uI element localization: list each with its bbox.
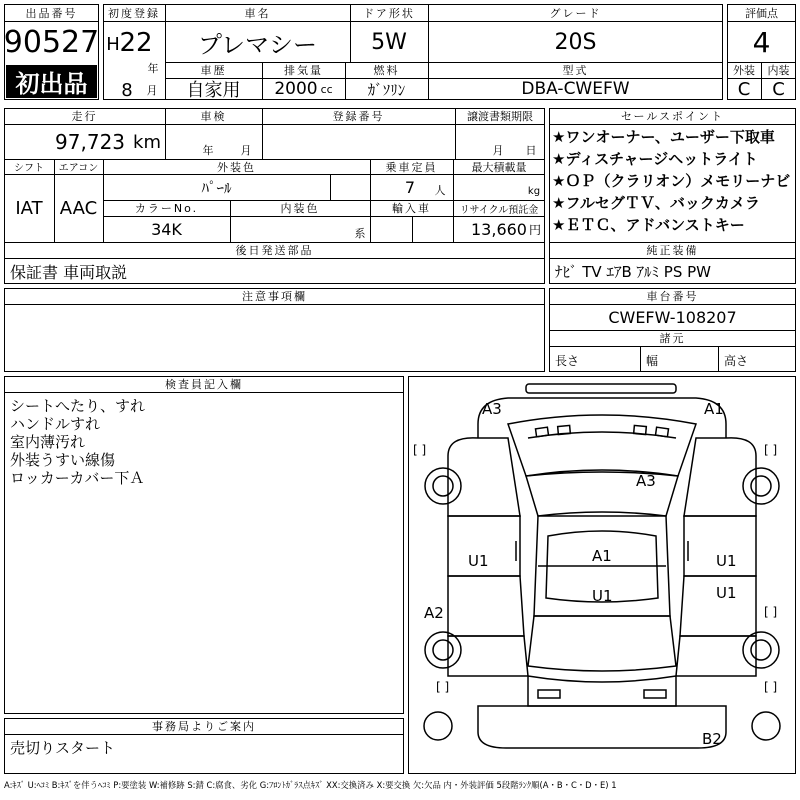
plate-label: 登録番号 (332, 110, 385, 123)
inspector-note: ロッカーカバー下Ａ (10, 469, 145, 487)
color-no-label: カラーNo. (134, 202, 199, 215)
dims-label: 諸元 (659, 332, 686, 345)
inspector-note: 外装うすい線傷 (10, 451, 116, 469)
int-score: C (772, 78, 785, 100)
mark-left-front-door: U1 (468, 552, 489, 570)
later-parts-value: 保証書 車両取説 (10, 262, 128, 282)
dims-width-label: 幅 (646, 353, 659, 368)
sales-point: ★ディスチャージヘットライト (552, 150, 758, 168)
mark-rear-bumper: B2 (702, 730, 722, 748)
transfer-month-unit: 月 (492, 144, 504, 157)
bracket: [ ] (764, 443, 778, 457)
shift-label: シフト (14, 163, 44, 174)
bracket: [ ] (436, 680, 450, 694)
mark-roof-rear: U1 (592, 587, 613, 605)
mark-right-rear-door: U1 (716, 584, 737, 602)
mileage-label: 走行 (71, 110, 98, 123)
bracket: [ ] (764, 605, 778, 619)
model-value: DBA-CWEFW (521, 79, 630, 99)
recycle-label: リサイクル預託金 (459, 204, 539, 216)
office-label: 事務局よりご案内 (152, 720, 256, 733)
sales-label: セールスポイント (620, 110, 724, 123)
shift-value: IAT (15, 198, 43, 219)
mileage-unit: km (133, 131, 161, 153)
lot-number: 90527 (3, 24, 100, 60)
ac-value: AAC (59, 198, 98, 219)
first-reg-year: 22 (119, 28, 153, 58)
inspector-note: ハンドルすれ (10, 415, 101, 433)
history-value: 自家用 (186, 80, 241, 101)
mark-windshield: A3 (636, 472, 656, 490)
mileage-number: 97,723 (55, 130, 126, 154)
ext-score-label: 外装 (733, 64, 755, 77)
fuel-label: 燃料 (373, 64, 400, 77)
equipment-value: ﾅﾋﾞ TV ｴｱB ｱﾙﾐ PS PW (555, 262, 711, 281)
score-value: 4 (752, 25, 771, 59)
car-name: プレマシー (197, 30, 318, 59)
recycle-number: 13,660 (471, 220, 527, 239)
bracket: [ ] (764, 680, 778, 694)
sales-point: ★ＯＰ（クラリオン）メモリーナビ (552, 172, 791, 190)
model-label: 型式 (562, 64, 589, 77)
mark-right-front-door: U1 (716, 552, 737, 570)
first-listing-badge: 初出品 (6, 65, 97, 98)
mark-front-right: A1 (704, 400, 724, 418)
lot-label: 出品番号 (25, 6, 78, 20)
equipment-label: 純正装備 (646, 244, 699, 257)
capacity-label: 乗車定員 (385, 160, 438, 174)
fuel-value: ｶﾞｿﾘﾝ (367, 80, 406, 99)
load-unit: kg (527, 185, 541, 197)
recycle-unit: 円 (528, 223, 541, 237)
dims-length-label: 長さ (555, 353, 580, 368)
mark-front-left: A3 (482, 400, 502, 418)
chassis-label: 車台番号 (646, 290, 699, 303)
interior-color-unit: 系 (354, 227, 366, 240)
inspector-label: 検査員記入欄 (165, 378, 243, 391)
inspection-year-unit: 年 (202, 144, 214, 157)
legend: A:ｷｽﾞ U:ﾍｺﾐ B:ｷｽﾞを伴うﾍｺﾐ P:要塗装 W:補修跡 S:錆 C:腐食、劣化 G:ﾌﾛﾝﾄｶﾞﾗｽ点ｷｽﾞ XX:交換済み X:要交換 欠:欠品 内・外装評価 5段階ﾗﾝｸ順(A・B・C・D・E) 1 (4, 780, 617, 790)
car-diagram (408, 376, 796, 774)
mileage-value (4, 125, 165, 159)
grade-label: グレード (549, 6, 602, 20)
displacement-unit: cc (320, 82, 333, 96)
exterior-color-label: 外装色 (217, 160, 256, 174)
caution-label: 注意事項欄 (242, 290, 307, 303)
inspector-note: 室内薄汚れ (10, 433, 86, 451)
inspector-note: シートへたり、すれ (10, 397, 146, 415)
capacity-unit: 人 (434, 184, 446, 197)
displacement-value (262, 78, 345, 100)
history-label: 車歴 (200, 64, 227, 77)
door-value: 5W (371, 29, 407, 55)
first-reg-month: 8 (121, 79, 133, 101)
recycle-value (453, 217, 545, 242)
int-score-label: 内装 (767, 64, 790, 77)
transfer-label: 譲渡書類期限 (467, 110, 533, 123)
import-label: 輸入車 (392, 202, 431, 215)
mark-left-rear: A2 (424, 604, 444, 622)
interior-color-label: 内装色 (280, 202, 320, 215)
inspection-month-unit: 月 (240, 144, 252, 157)
door-label: ドア形状 (363, 6, 415, 20)
ac-label: エアコン (58, 163, 99, 174)
first-reg-year-unit: 年 (147, 62, 159, 75)
color-no-value: 34K (151, 220, 182, 239)
displacement-label: 排気量 (284, 64, 323, 77)
bracket: [ ] (413, 443, 427, 457)
sales-point: ★フルセグＴＶ、バックカメラ (552, 194, 760, 212)
first-reg-era: H (106, 33, 120, 55)
dims-height-label: 高さ (724, 353, 749, 368)
ext-score: C (737, 78, 751, 100)
displacement-number: 2000 (274, 79, 318, 99)
mark-roof-front: A1 (592, 547, 612, 565)
inspector-notes (10, 397, 145, 487)
first-reg-label: 初度登録 (108, 6, 160, 20)
transfer-day-unit: 日 (525, 144, 537, 157)
exterior-color-value: ﾊﾟｰﾙ (201, 179, 232, 197)
sales-point: ★ＥＴＣ、アドバンストキー (552, 216, 745, 234)
grade-value: 20S (554, 29, 597, 55)
sales-point: ★ワンオーナー、ユーザー下取車 (552, 128, 775, 146)
capacity-value: 7 (404, 178, 416, 197)
score-label: 評価点 (745, 6, 778, 20)
sales-points (552, 126, 796, 236)
load-label: 最大積載量 (471, 160, 527, 174)
inspection-label: 車検 (200, 110, 227, 123)
office-value: 売切りスタート (10, 738, 116, 757)
later-parts-label: 後日発送部品 (235, 244, 314, 257)
car-name-label: 車名 (244, 6, 271, 20)
first-reg-month-unit: 月 (146, 84, 158, 97)
chassis-value: CWEFW-108207 (608, 308, 737, 327)
